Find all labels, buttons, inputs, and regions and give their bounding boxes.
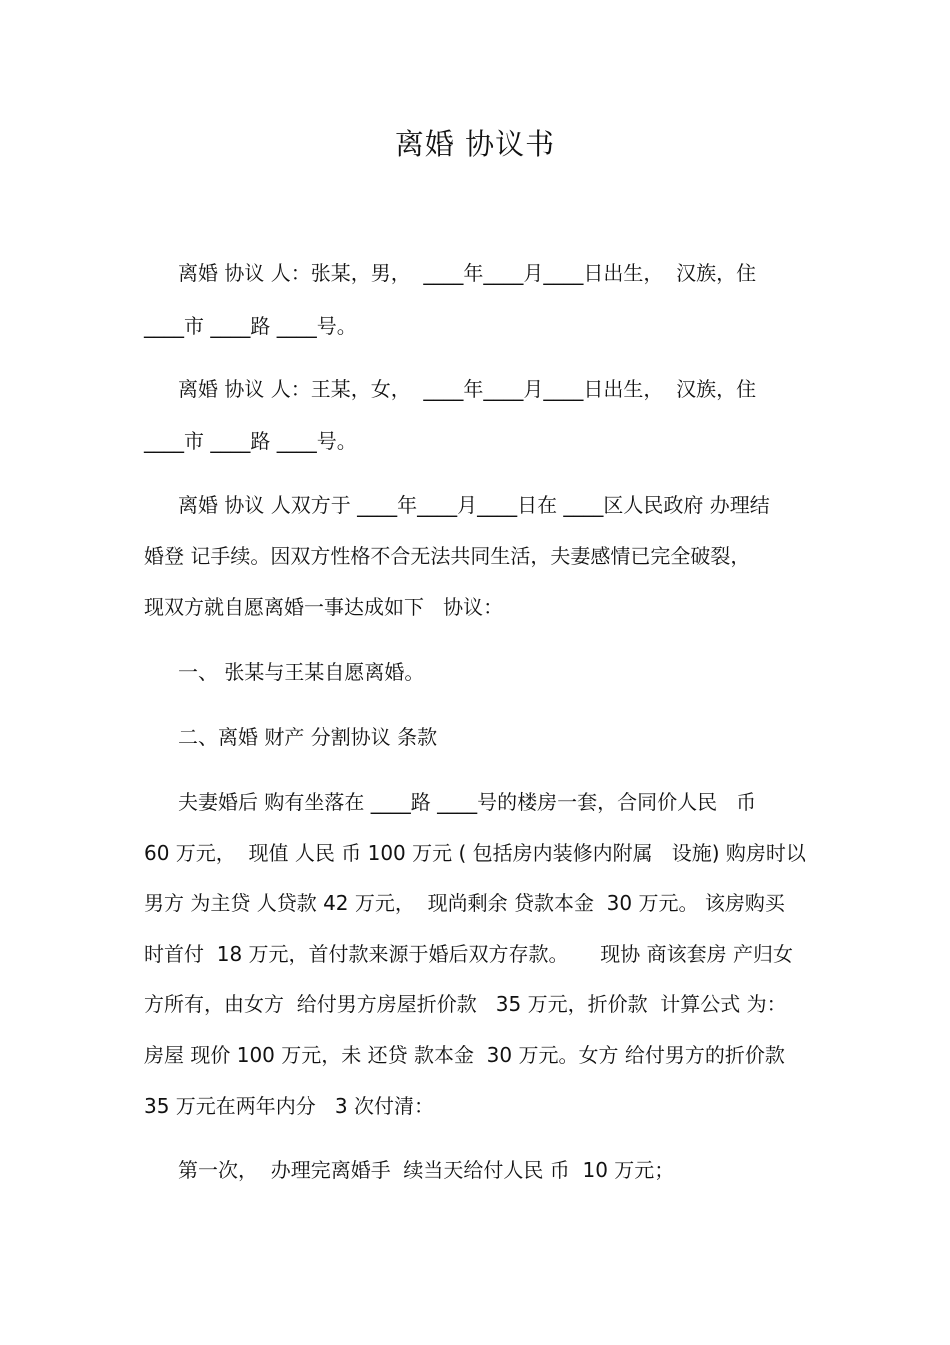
property-paragraph-line-1: 夫妻婚后 购有坐落在 ____路 ____号的楼房一套，合同价人民 币 — [178, 790, 757, 814]
marriage-paragraph-line-2: 婚登 记手续。因双方性格不合无法共同生活，夫妻感情已完全破裂， — [144, 544, 751, 568]
property-paragraph-line-4: 时首付 18 万元，首付款来源于婚后双方存款。 现协 商该套房 产归女 — [144, 942, 794, 966]
marriage-paragraph-line-1: 离婚 协议 人双方于 ____年____月____日在 ____区人民政府 办理结 — [178, 493, 770, 517]
marriage-paragraph-line-3: 现双方就自愿离婚一事达成如下 协议： — [144, 595, 504, 619]
property-paragraph-line-2: 60 万元， 现值 人民 币 100 万元 ( 包括房内装修内附属 设施) 购房时以 — [144, 841, 806, 865]
document-title: 离婚 协议书 — [394, 127, 556, 161]
property-paragraph-line-7: 35 万元在两年内分 3 次付清： — [144, 1094, 434, 1118]
party-2-line-1: 离婚 协议 人：王某，女， ____年____月____日出生， 汉族，住 — [178, 377, 757, 401]
party-1-line-1: 离婚 协议 人：张某，男， ____年____月____日出生， 汉族，住 — [178, 261, 757, 285]
party-2-line-2: ____市 ____路 ____号。 — [144, 429, 357, 453]
property-paragraph-line-6: 房屋 现价 100 万元，未 还贷 款本金 30 万元。女方 给付男方的折价款 — [144, 1043, 785, 1067]
property-paragraph-line-5: 方所有，由女方 给付男方房屋折价款 35 万元，折价款 计算公式 为： — [144, 992, 787, 1016]
payment-first-installment: 第一次， 办理完离婚手 续当天给付人民 币 10 万元； — [178, 1158, 675, 1182]
clause-2-heading: 二、离婚 财产 分割协议 条款 — [178, 725, 438, 749]
property-paragraph-line-3: 男方 为主贷 人贷款 42 万元， 现尚剩余 贷款本金 30 万元。 该房购买 — [144, 891, 785, 915]
clause-1: 一、 张某与王某自愿离婚。 — [178, 660, 425, 684]
party-1-line-2: ____市 ____路 ____号。 — [144, 314, 357, 338]
